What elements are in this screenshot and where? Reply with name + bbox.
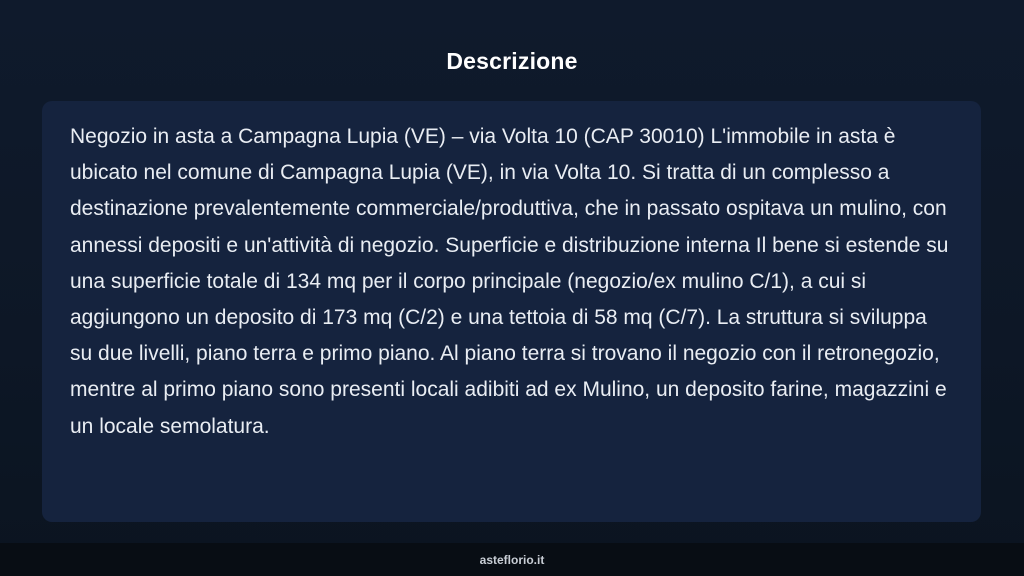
description-text: Negozio in asta a Campagna Lupia (VE) – via Volta 10 (CAP 30010) L'immobile in asta è ubicato nel comune di Campagna Lupia (VE), in via Volta 10. Si tratta di un complesso a destinazione prevalentemente commerciale/produttiva, che in passato ospitava un mulino, con annessi depositi e un'attività di negozio. Superficie e distribuzione interna Il bene si estende su una superficie totale di 134 mq per il corpo principale (negozio/ex mulino C/1), a cui si aggiungono un deposito di 173 mq (C/2) e una tettoia di 58 mq (C/7). La struttura si sviluppa su due livelli, piano terra e primo piano. Al piano terra si trovano il negozio con il retronegozio, mentre al primo piano sono presenti locali adibiti ad ex Mulino, un deposito farine, magazzini e un locale semolatura. (70, 125, 949, 438)
footer-site-label: asteflorio.it (479, 553, 545, 567)
page-title: Descrizione (446, 48, 578, 74)
description-panel (42, 101, 981, 522)
footer-bar (0, 543, 1024, 576)
